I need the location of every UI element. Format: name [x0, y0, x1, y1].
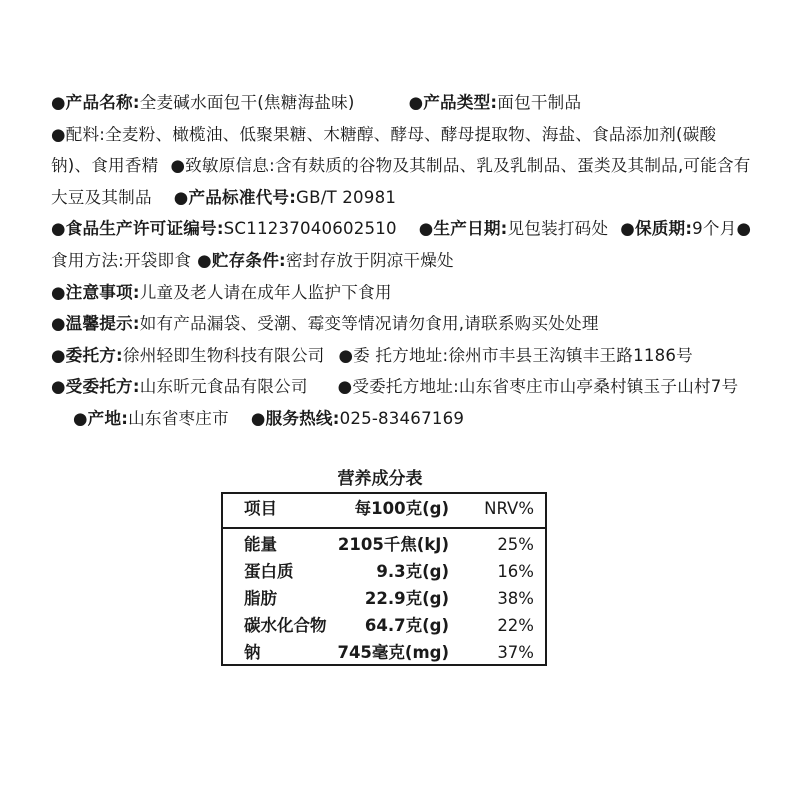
nutrition-title: 营养成分表 — [337, 469, 423, 489]
nutrient-name: 能量 — [244, 535, 277, 554]
origin-item — [73, 409, 229, 428]
storage-item — [197, 251, 454, 270]
nutrient-nrv: 37% — [497, 643, 534, 662]
nutrient-name: 碳水化合物 — [244, 616, 327, 635]
product-name-value: 全麦碱水面包干(焦糖海盐味) — [139, 93, 355, 112]
nutrient-amount: 9.3克(g) — [376, 562, 449, 581]
header-nrv: NRV% — [484, 499, 534, 518]
product-label-text — [51, 87, 756, 435]
table-row — [223, 640, 545, 666]
nutrient-amount: 745毫克(mg) — [337, 643, 449, 662]
standard-item — [174, 188, 396, 207]
manufacturer-address-item — [338, 377, 739, 396]
nutrient-name: 脂肪 — [244, 589, 277, 608]
manufacturer-address-value: 山东省枣庄市山亭桑村镇玉子山村7号 — [458, 377, 739, 397]
standard-key: ●产品标准代号: — [173, 187, 297, 207]
shelf-life-key: ●保质期: — [620, 219, 693, 239]
product-type-key: ●产品类型: — [408, 93, 498, 112]
production-date-item — [419, 219, 608, 238]
nutrient-amount: 64.7克(g) — [364, 616, 449, 635]
hotline-item — [251, 409, 464, 428]
header-item: 项目 — [244, 499, 277, 518]
nutrient-nrv: 25% — [497, 535, 534, 554]
usage-key: ●食用方法: — [51, 219, 752, 270]
client-item — [51, 346, 324, 365]
nutrient-nrv: 22% — [497, 616, 534, 635]
production-date-key: ●生产日期: — [418, 219, 508, 239]
manufacturer-item — [51, 377, 308, 396]
hotline-key: ●服务热线: — [250, 408, 340, 428]
hotline-value: 025-83467169 — [339, 408, 465, 428]
ingredients-key: ●配料: — [51, 124, 106, 144]
standard-value: GB/T 20981 — [296, 187, 397, 207]
client-value: 徐州轻即生物科技有限公司 — [122, 345, 325, 365]
license-item — [51, 219, 397, 238]
allergen-key: ●致敏原信息: — [170, 156, 275, 176]
client-address-value: 徐州市丰县王沟镇丰王路1186号 — [448, 345, 693, 365]
notice-item — [51, 283, 392, 302]
license-key: ●食品生产许可证编号: — [51, 219, 224, 239]
nutrition-table — [221, 492, 547, 666]
table-row — [223, 586, 545, 612]
client-address-key: ●委 托方地址: — [338, 345, 449, 365]
manufacturer-address-key: ●受委托方地址: — [337, 377, 459, 397]
nutrient-name: 钠 — [244, 643, 261, 662]
nutrient-nrv: 16% — [497, 562, 534, 581]
table-row — [223, 559, 545, 585]
manufacturer-value: 山东昕元食品有限公司 — [139, 377, 308, 397]
manufacturer-key: ●受委托方: — [51, 377, 140, 397]
origin-key: ●产地: — [73, 408, 129, 428]
header-per-100g: 每100克(g) — [354, 499, 449, 518]
shelf-life-value: 9个月 — [692, 219, 737, 239]
tips-value: 如有产品漏袋、受潮、霉变等情况请勿食用,请联系购买处处理 — [139, 314, 599, 334]
notice-key: ●注意事项: — [51, 282, 140, 302]
tips-item — [51, 314, 599, 333]
product-name-key: ●产品名称: — [51, 93, 140, 112]
table-row — [223, 613, 545, 639]
table-row — [223, 532, 545, 558]
storage-value: 密封存放于阴凉干燥处 — [285, 250, 454, 270]
nutrition-header-row — [223, 496, 545, 522]
table-divider — [223, 527, 545, 529]
shelf-life-item — [620, 219, 736, 238]
license-value: SC11237040602510 — [223, 219, 397, 239]
production-date-value: 见包装打码处 — [507, 219, 609, 239]
client-address-item — [338, 346, 692, 365]
origin-value: 山东省枣庄市 — [128, 408, 229, 428]
nutrient-amount: 22.9克(g) — [364, 589, 449, 608]
allergen-value: 含有麸质的谷物及其制品、乳及乳制品、蛋类及其制品,可能含有大豆及其制品 — [51, 156, 751, 207]
nutrient-nrv: 38% — [497, 589, 534, 608]
tips-key: ●温馨提示: — [51, 314, 140, 334]
product-type-value: 面包干制品 — [497, 93, 582, 112]
client-key: ●委托方: — [51, 345, 123, 365]
usage-value: 开袋即食 — [123, 250, 192, 270]
storage-key: ●贮存条件: — [197, 250, 286, 270]
nutrient-amount: 2105千焦(kJ) — [337, 535, 449, 554]
ingredients-value: 全麦粉、橄榄油、低聚果糖、木糖醇、酵母、酵母提取物、海盐、食品添加剂(碳酸钠)、食用香精 — [51, 124, 717, 176]
nutrient-name: 蛋白质 — [244, 562, 294, 581]
notice-value: 儿童及老人请在成年人监护下食用 — [139, 282, 392, 302]
product-type-item — [409, 93, 582, 112]
product-name-item — [51, 93, 355, 112]
